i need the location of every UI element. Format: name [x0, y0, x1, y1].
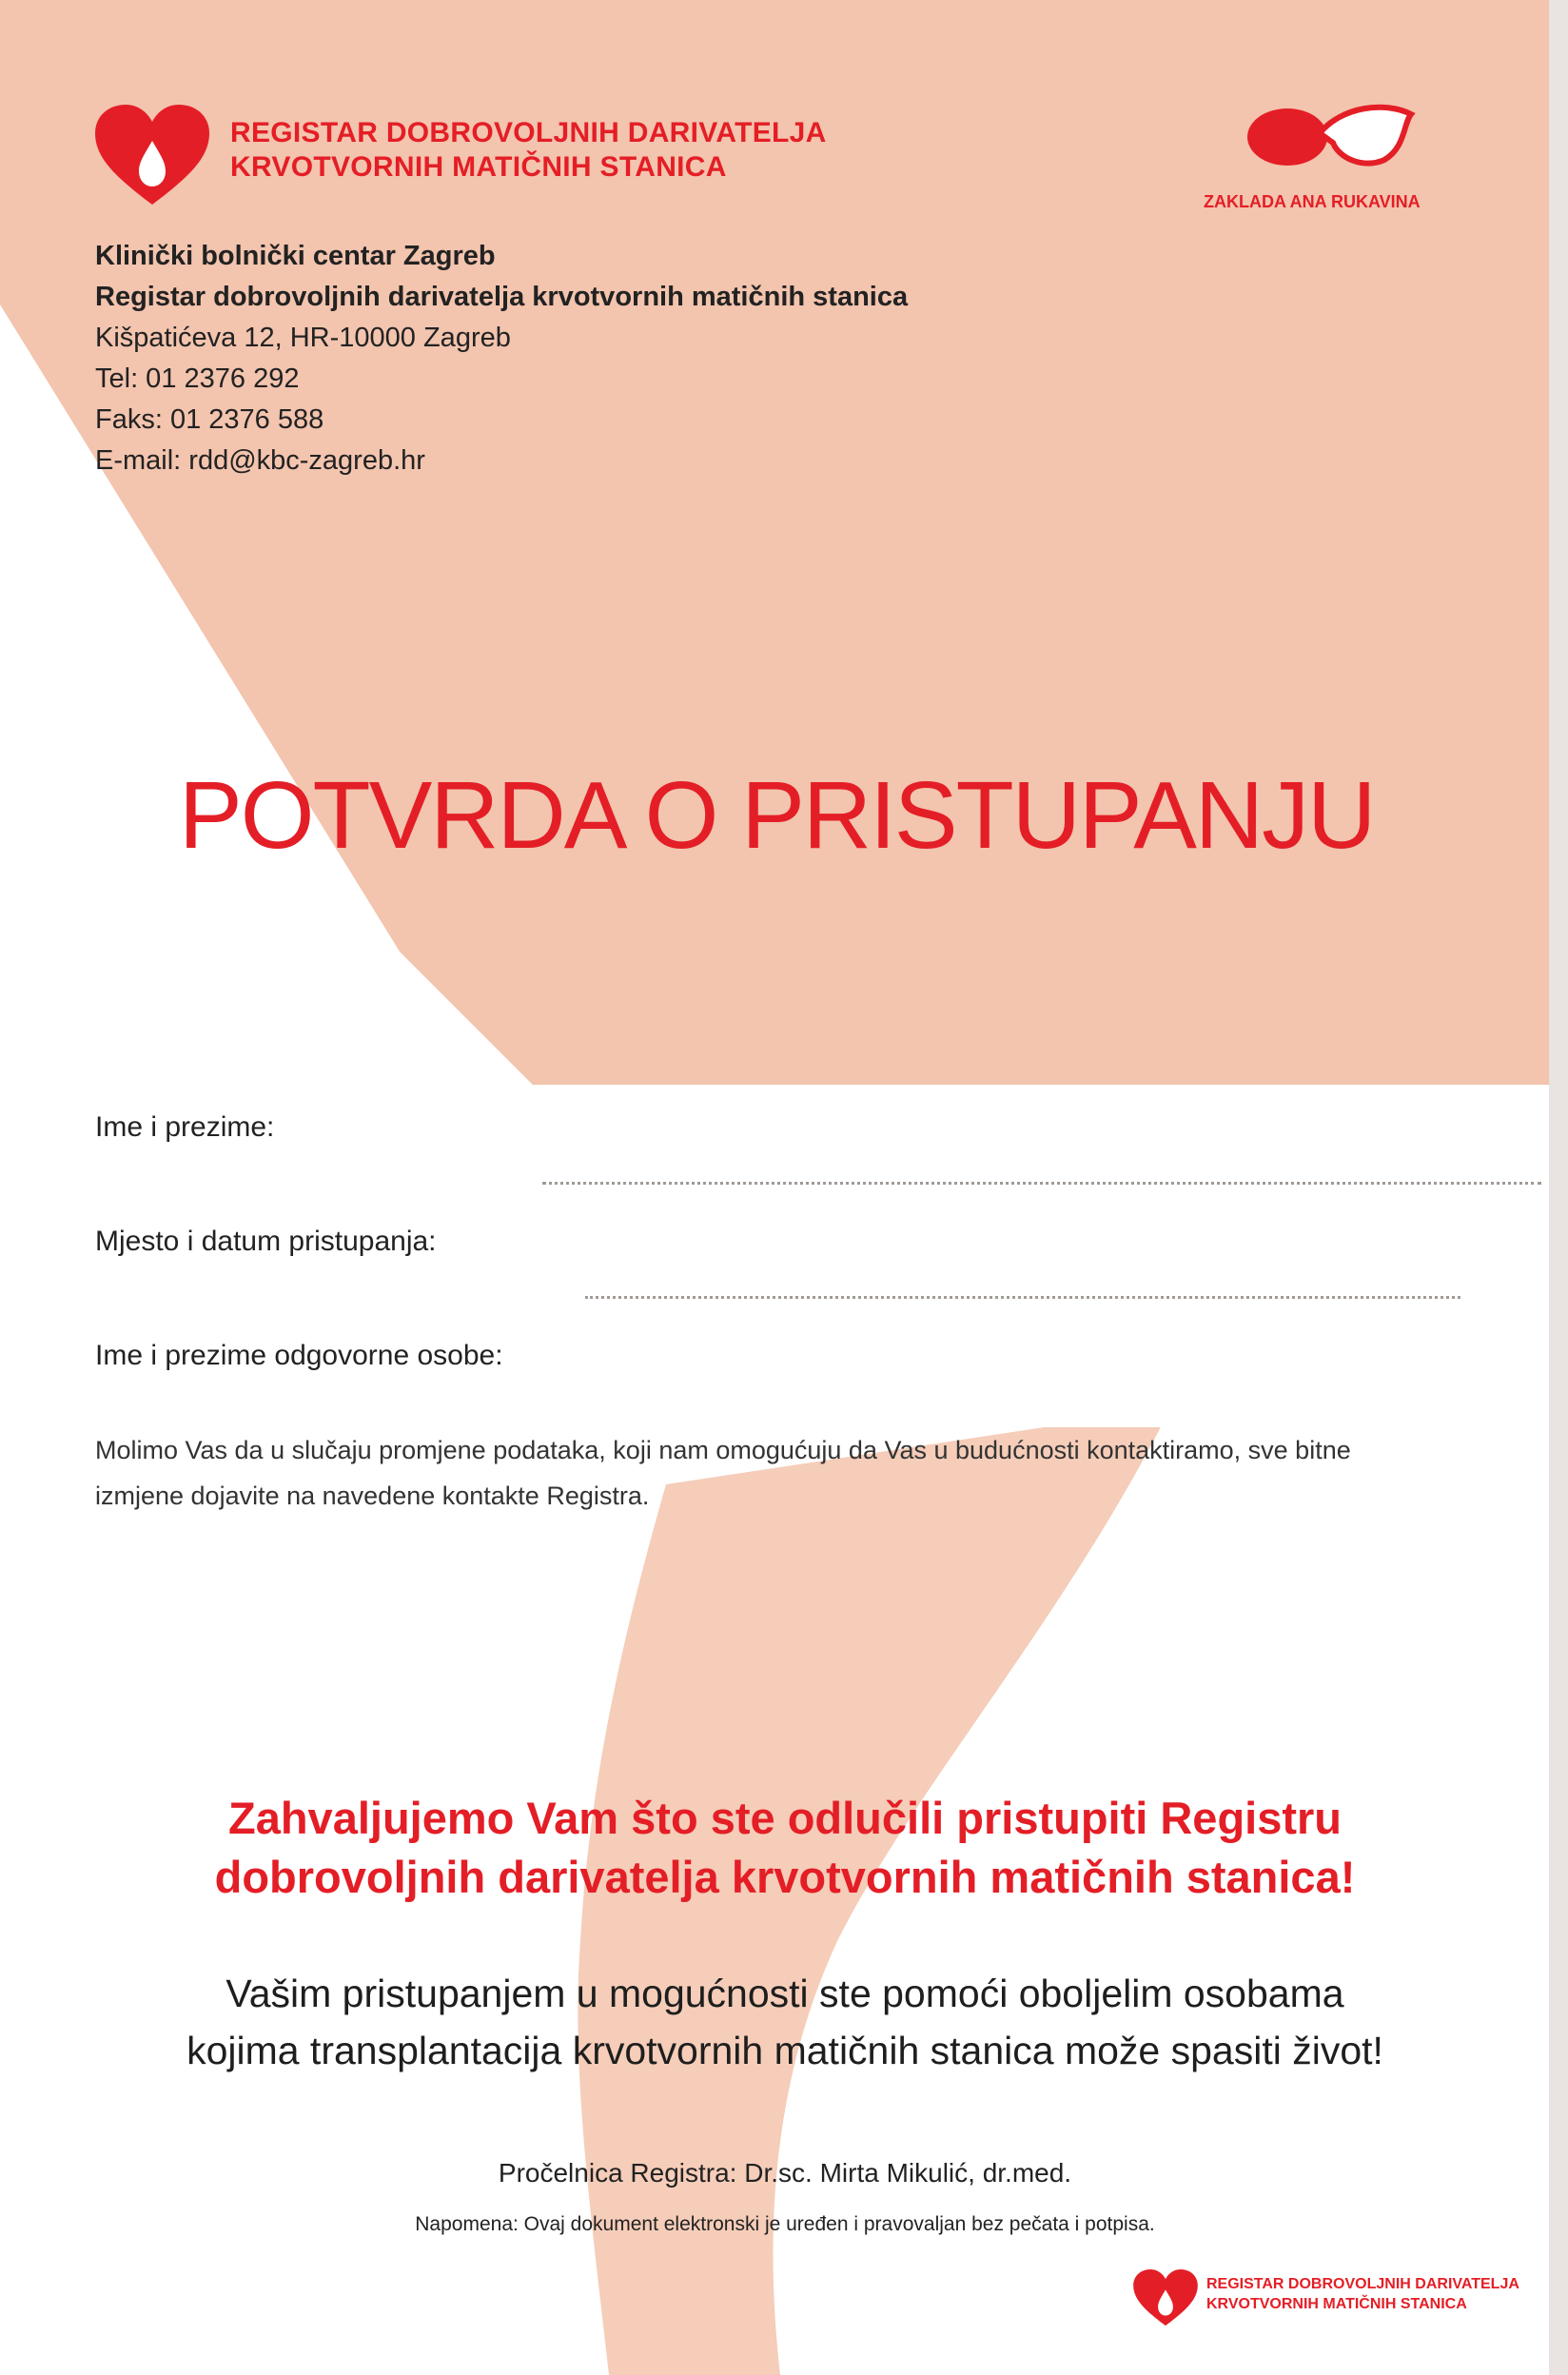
- footer-heart-drop-icon: [1132, 2269, 1199, 2328]
- institution-name: Klinički bolnički centar Zagreb: [95, 241, 496, 271]
- heart-drop-icon: [95, 105, 209, 209]
- drop-logo-icon: [1242, 95, 1418, 171]
- notice-text: Molimo Vas da u slučaju promjene podataka, koji nam omogućuju da Vas u budućnosti kontaktiramo, sve bitne izmjene dojavite na navedene kontakte Registra.: [95, 1436, 1351, 1510]
- fax: Faks: 01 2376 588: [95, 404, 324, 435]
- thanks-body-line2: kojima transplantacija krvotvornih matičnih stanica može spasiti život!: [186, 2029, 1383, 2072]
- phone: Tel: 01 2376 292: [95, 363, 300, 394]
- address: Kišpatićeva 12, HR-10000 Zagreb: [95, 323, 511, 353]
- name-field-line: [542, 1182, 1541, 1185]
- department-name: Registar dobrovoljnih darivatelja krvotvornih matičnih stanica: [95, 282, 909, 312]
- thanks-body: [57, 1965, 1513, 2079]
- footer-org-line2: KRVOTVORNIH MATIČNIH STANICA: [1206, 2296, 1467, 2312]
- footer-note: Napomena: Ovaj dokument elektronski je uređen i pravovaljan bez pečata i potpisa.: [415, 2213, 1155, 2235]
- place-date-label: Mjesto i datum pristupanja:: [95, 1226, 437, 1257]
- foundation-name: ZAKLADA ANA RUKAVINA: [1204, 192, 1421, 211]
- footer-org-title: [1206, 2274, 1519, 2314]
- thanks-line1: Zahvaljujemo Vam što ste odlučili pristupiti Registru: [228, 1793, 1342, 1843]
- responsible-label: Ime i prezime odgovorne osobe:: [95, 1340, 503, 1371]
- contact-block: [95, 236, 908, 481]
- thanks-line2: dobrovoljnih darivatelja krvotvornih matičnih stanica!: [214, 1852, 1356, 1902]
- org-title-line1: REGISTAR DOBROVOLJNIH DARIVATELJA: [230, 117, 827, 148]
- thanks-body-line1: Vašim pristupanjem u mogućnosti ste pomoći oboljelim osobama: [225, 1972, 1344, 2015]
- registry-head: Pročelnica Registra: Dr.sc. Mirta Mikulić, dr.med.: [498, 2158, 1072, 2188]
- name-label: Ime i prezime:: [95, 1111, 275, 1143]
- org-title-line2: KRVOTVORNIH MATIČNIH STANICA: [230, 151, 727, 183]
- email: E-mail: rdd@kbc-zagreb.hr: [95, 445, 425, 476]
- org-title: [230, 116, 827, 185]
- thanks-message: [57, 1789, 1513, 1907]
- place-date-field-line: [585, 1296, 1460, 1299]
- document-title: POTVRDA O PRISTUPANJU: [179, 762, 1375, 869]
- footer-org-line1: REGISTAR DOBROVOLJNIH DARIVATELJA: [1206, 2276, 1519, 2292]
